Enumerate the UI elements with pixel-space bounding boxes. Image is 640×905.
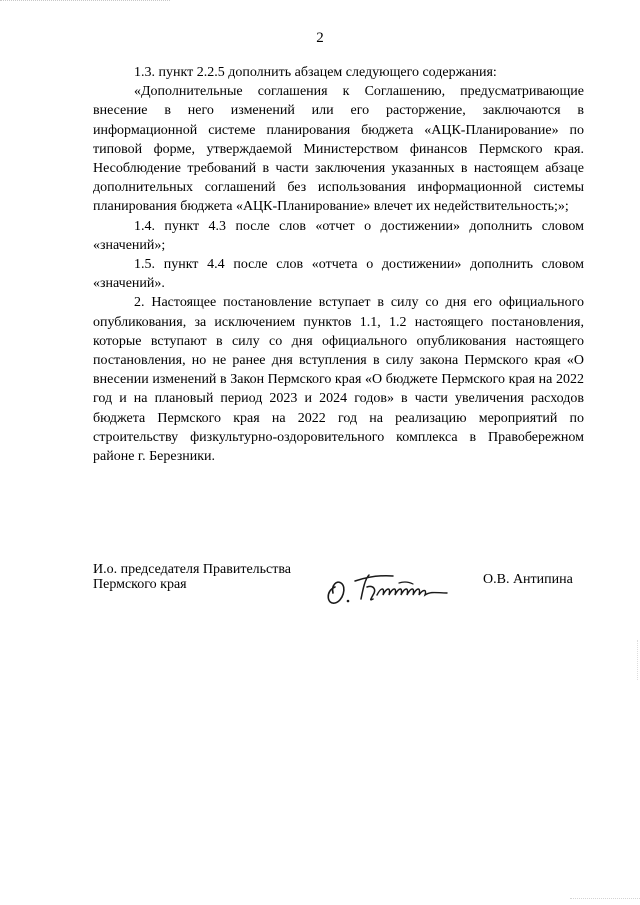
paragraph-1-3: 1.3. пункт 2.2.5 дополнить абзацем следующего содержания: (134, 65, 497, 80)
scan-artifact-edge (635, 640, 638, 680)
paragraph-1-4: 1.4. пункт 4.3 после слов «отчет о достижении» дополнить словом «значений»; (93, 218, 584, 253)
signatory-position-line-2: Пермского края (93, 577, 187, 592)
scan-artifact-bottom (570, 898, 640, 901)
signatory-position (93, 562, 291, 592)
document-body (93, 63, 584, 466)
scan-artifact-top (0, 0, 170, 3)
paragraph-2-effective-date: 2. Настоящее постановление вступает в силу со дня его официального опубликования, за исключением пунктов 1.1, 1.2 настоящего постановления, которые вступают в силу со дня официального опубликования настоящего постановления, но не ранее дня вступления в силу закона Пермского края «О внесении изменений в Закон Пермского края «О бюджете Пермского края на 2022 год и на плановый период 2023 и 2024 годов» в части увеличения расходов бюджета Пермского края на 2022 год на реализацию мероприятий по строительству физкультурно-оздоровительного комплекса в Правобережном районе г. Березники. (93, 295, 584, 465)
signature-block (93, 562, 593, 622)
paragraph-quoted-amendment: «Дополнительные соглашения к Соглашению, предусматривающие внесение в него изменений или его расторжение, заключаются в информационной системе планирования бюджета «АЦК-Планирование» по типовой форме, утверждаемой Министерством финансов Пермского края. Несоблюдение требований в части заключения указанных в настоящем абзаце дополнительных соглашений без использования информационной системы планирования бюджета «АЦК-Планирование» влечет их недействительность;»; (93, 84, 584, 215)
handwritten-signature (321, 565, 481, 609)
signatory-name: О.В. Антипина (483, 572, 573, 587)
paragraph-1-5: 1.5. пункт 4.4 после слов «отчета о достижении» дополнить словом «значений». (93, 257, 584, 292)
signatory-position-line-1: И.о. председателя Правительства (93, 562, 292, 577)
page-number: 2 (316, 30, 324, 46)
